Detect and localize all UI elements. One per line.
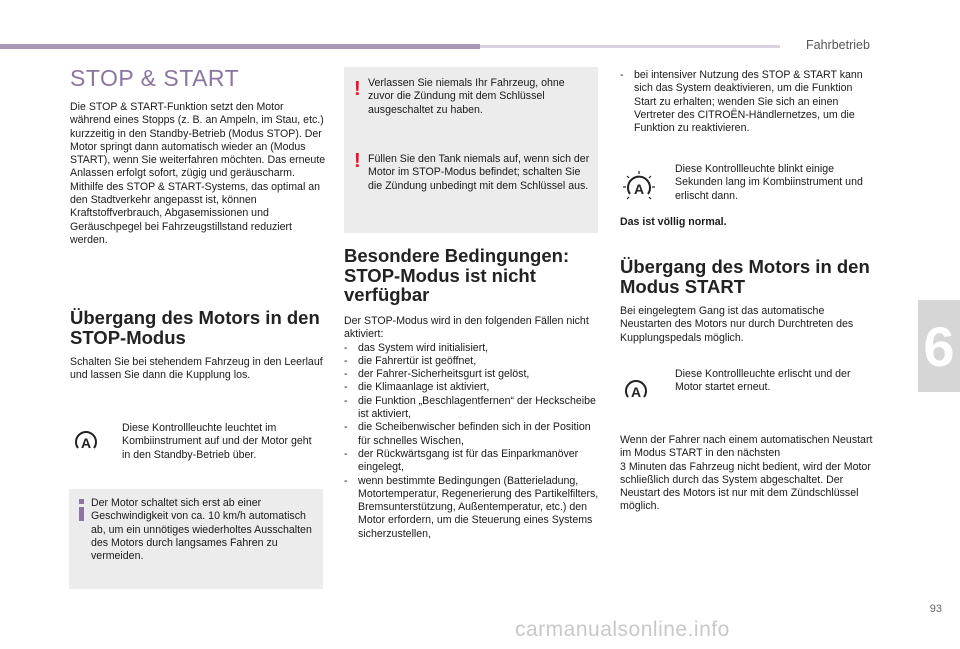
warning-text-2: Füllen Sie den Tank niemals auf, wenn sich der Motor im STOP-Modus befindet; schalten Sie die Zündung unbedingt mit dem Schlüssel aus. — [368, 153, 590, 192]
lamp-on-text: Diese Kontrollleuchte leuchtet im Kombiinstrument auf und der Motor geht in den Standby-Betrieb über. — [122, 422, 312, 461]
svg-text:A: A — [630, 384, 642, 400]
stop-text: Schalten Sie bei stehendem Fahrzeug in den Leerlauf und lassen Sie dann die Kupplung los. — [70, 356, 323, 382]
blink-text: Diese Kontrollleuchte blinkt einige Sekunden lang im Kombiinstrument und erlischt dann. — [675, 163, 863, 202]
eco-a-off-icon — [622, 377, 650, 405]
list-item: - bei intensiver Nutzung des STOP & START kann sich das System deaktivieren, um die Funktion Start zu erhalten; wenden Sie sich an einen Vertreter des CITROËN-Händlernetzes, um die Funktion zu reaktivieren. — [620, 69, 876, 135]
start-text: Bei eingelegtem Gang ist das automatische Neustarten des Motors nur durch Durchtreten des Kupplungspedals möglich. — [620, 305, 854, 344]
final-text-2: 3 Minuten das Fahrzeug nicht bedient, wird der Motor schließlich durch das System abgeschaltet. Der Neustart des Motors ist nur mit dem Zündschlüssel möglich. — [620, 460, 871, 513]
info-icon-dot — [79, 499, 84, 504]
page-number: 93 — [929, 603, 942, 615]
list-item: - der Rückwärtsgang ist für das Einparkmanöver eingelegt, — [344, 448, 600, 475]
normal-note: Das ist völlig normal. — [620, 216, 727, 228]
svg-text:A: A — [633, 181, 645, 197]
watermark: carmanualsonline.info — [515, 618, 730, 641]
list-item: - die Fahrertür ist geöffnet, — [344, 355, 600, 368]
list-item: - die Funktion „Beschlagentfernen“ der Heckscheibe ist aktiviert, — [344, 395, 600, 422]
special-intro: Der STOP-Modus wird in den folgenden Fällen nicht aktiviert: — [344, 315, 589, 341]
eco-a-icon — [72, 428, 100, 456]
off-text-block — [675, 368, 875, 395]
intro-text: Die STOP & START-Funktion setzt den Motor während eines Stopps (z. B. an Ampeln, im Stau, etc.) kurzzeitig in den Standby-Betrieb (Modus STOP). Der Motor springt dann automatisch wieder an (Modus START), wenn Sie weiterfahren möchten. Das erneute Anlassen erfolgt sofort, zügig und geräuscharm. — [70, 101, 326, 180]
heading-special-conditions: Besondere Bedingungen: STOP-Modus ist nicht verfügbar — [344, 245, 570, 305]
blink-text-block — [675, 163, 875, 203]
intro-block — [70, 101, 326, 247]
list-item: - der Fahrer-Sicherheitsgurt ist gelöst, — [344, 368, 600, 381]
special-heading-block — [344, 246, 600, 305]
heading-stop-mode: Übergang des Motors in den STOP-Modus — [70, 307, 320, 348]
stop-heading-block — [70, 308, 326, 347]
page-title: STOP & START — [70, 65, 240, 91]
warning-icon: ! — [354, 78, 361, 100]
lamp-text-block — [122, 422, 322, 462]
warning-icon-2: ! — [354, 150, 361, 172]
section-title: Fahrbetrieb — [806, 38, 870, 52]
warning-text-1: Verlassen Sie niemals Ihr Fahrzeug, ohne zuvor die Zündung mit dem Schlüssel ausgeschaltet zu haben. — [368, 77, 565, 116]
header-bar — [0, 44, 480, 49]
warning-box — [344, 67, 598, 233]
list-item: - das System wird initialisiert, — [344, 342, 600, 355]
info-icon — [79, 507, 84, 521]
list-item: - die Scheibenwischer befinden sich in der Position für schnelles Wischen, — [344, 421, 600, 448]
stop-text-block — [70, 356, 326, 383]
svg-text:A: A — [80, 435, 92, 451]
list-item: - wenn bestimmte Bedingungen (Batterieladung, Motortemperatur, Regenerierung des Partikelfilters, Bremsunterstützung, Außentemperatur, etc.) den Motor erfordern, um die Steuerung eines Systems sicherzustellen, — [344, 475, 600, 541]
info-note-box — [69, 489, 323, 589]
info-note-text: Der Motor schaltet sich erst ab einer Geschwindigkeit von ca. 10 km/h automatisch ab, um ein unnötiges wiederholtes Ausschalten des Motors durch langsames Fahren zu vermeiden. — [91, 497, 312, 563]
special-list-block — [344, 315, 600, 541]
eco-a-blink-icon — [622, 170, 656, 204]
lamp-off-text: Diese Kontrollleuchte erlischt und der Motor startet erneut. — [675, 368, 851, 394]
heading-start-mode: Übergang des Motors in den Modus START — [620, 256, 870, 297]
chapter-tab: 6 — [918, 300, 960, 392]
special-conditions-list — [344, 342, 600, 541]
intense-use-block — [620, 69, 876, 135]
intro-text-2: Mithilfe des STOP & START-Systems, das optimal an den Stadtverkehr angepasst ist, können Kraftstoffverbrauch, Abgasemissionen und Geräuschpegel bei Fahrzeugstillstand reduziert werden. — [70, 180, 321, 246]
final-text-block — [620, 434, 876, 514]
list-item: - die Klimaanlage ist aktiviert, — [344, 381, 600, 394]
header-bar-light — [480, 45, 780, 48]
start-heading-block — [620, 257, 876, 296]
start-text-block — [620, 305, 876, 345]
intense-use-list — [620, 69, 876, 135]
final-text-1: Wenn der Fahrer nach einem automatischen Neustart im Modus START in den nächsten — [620, 434, 873, 460]
